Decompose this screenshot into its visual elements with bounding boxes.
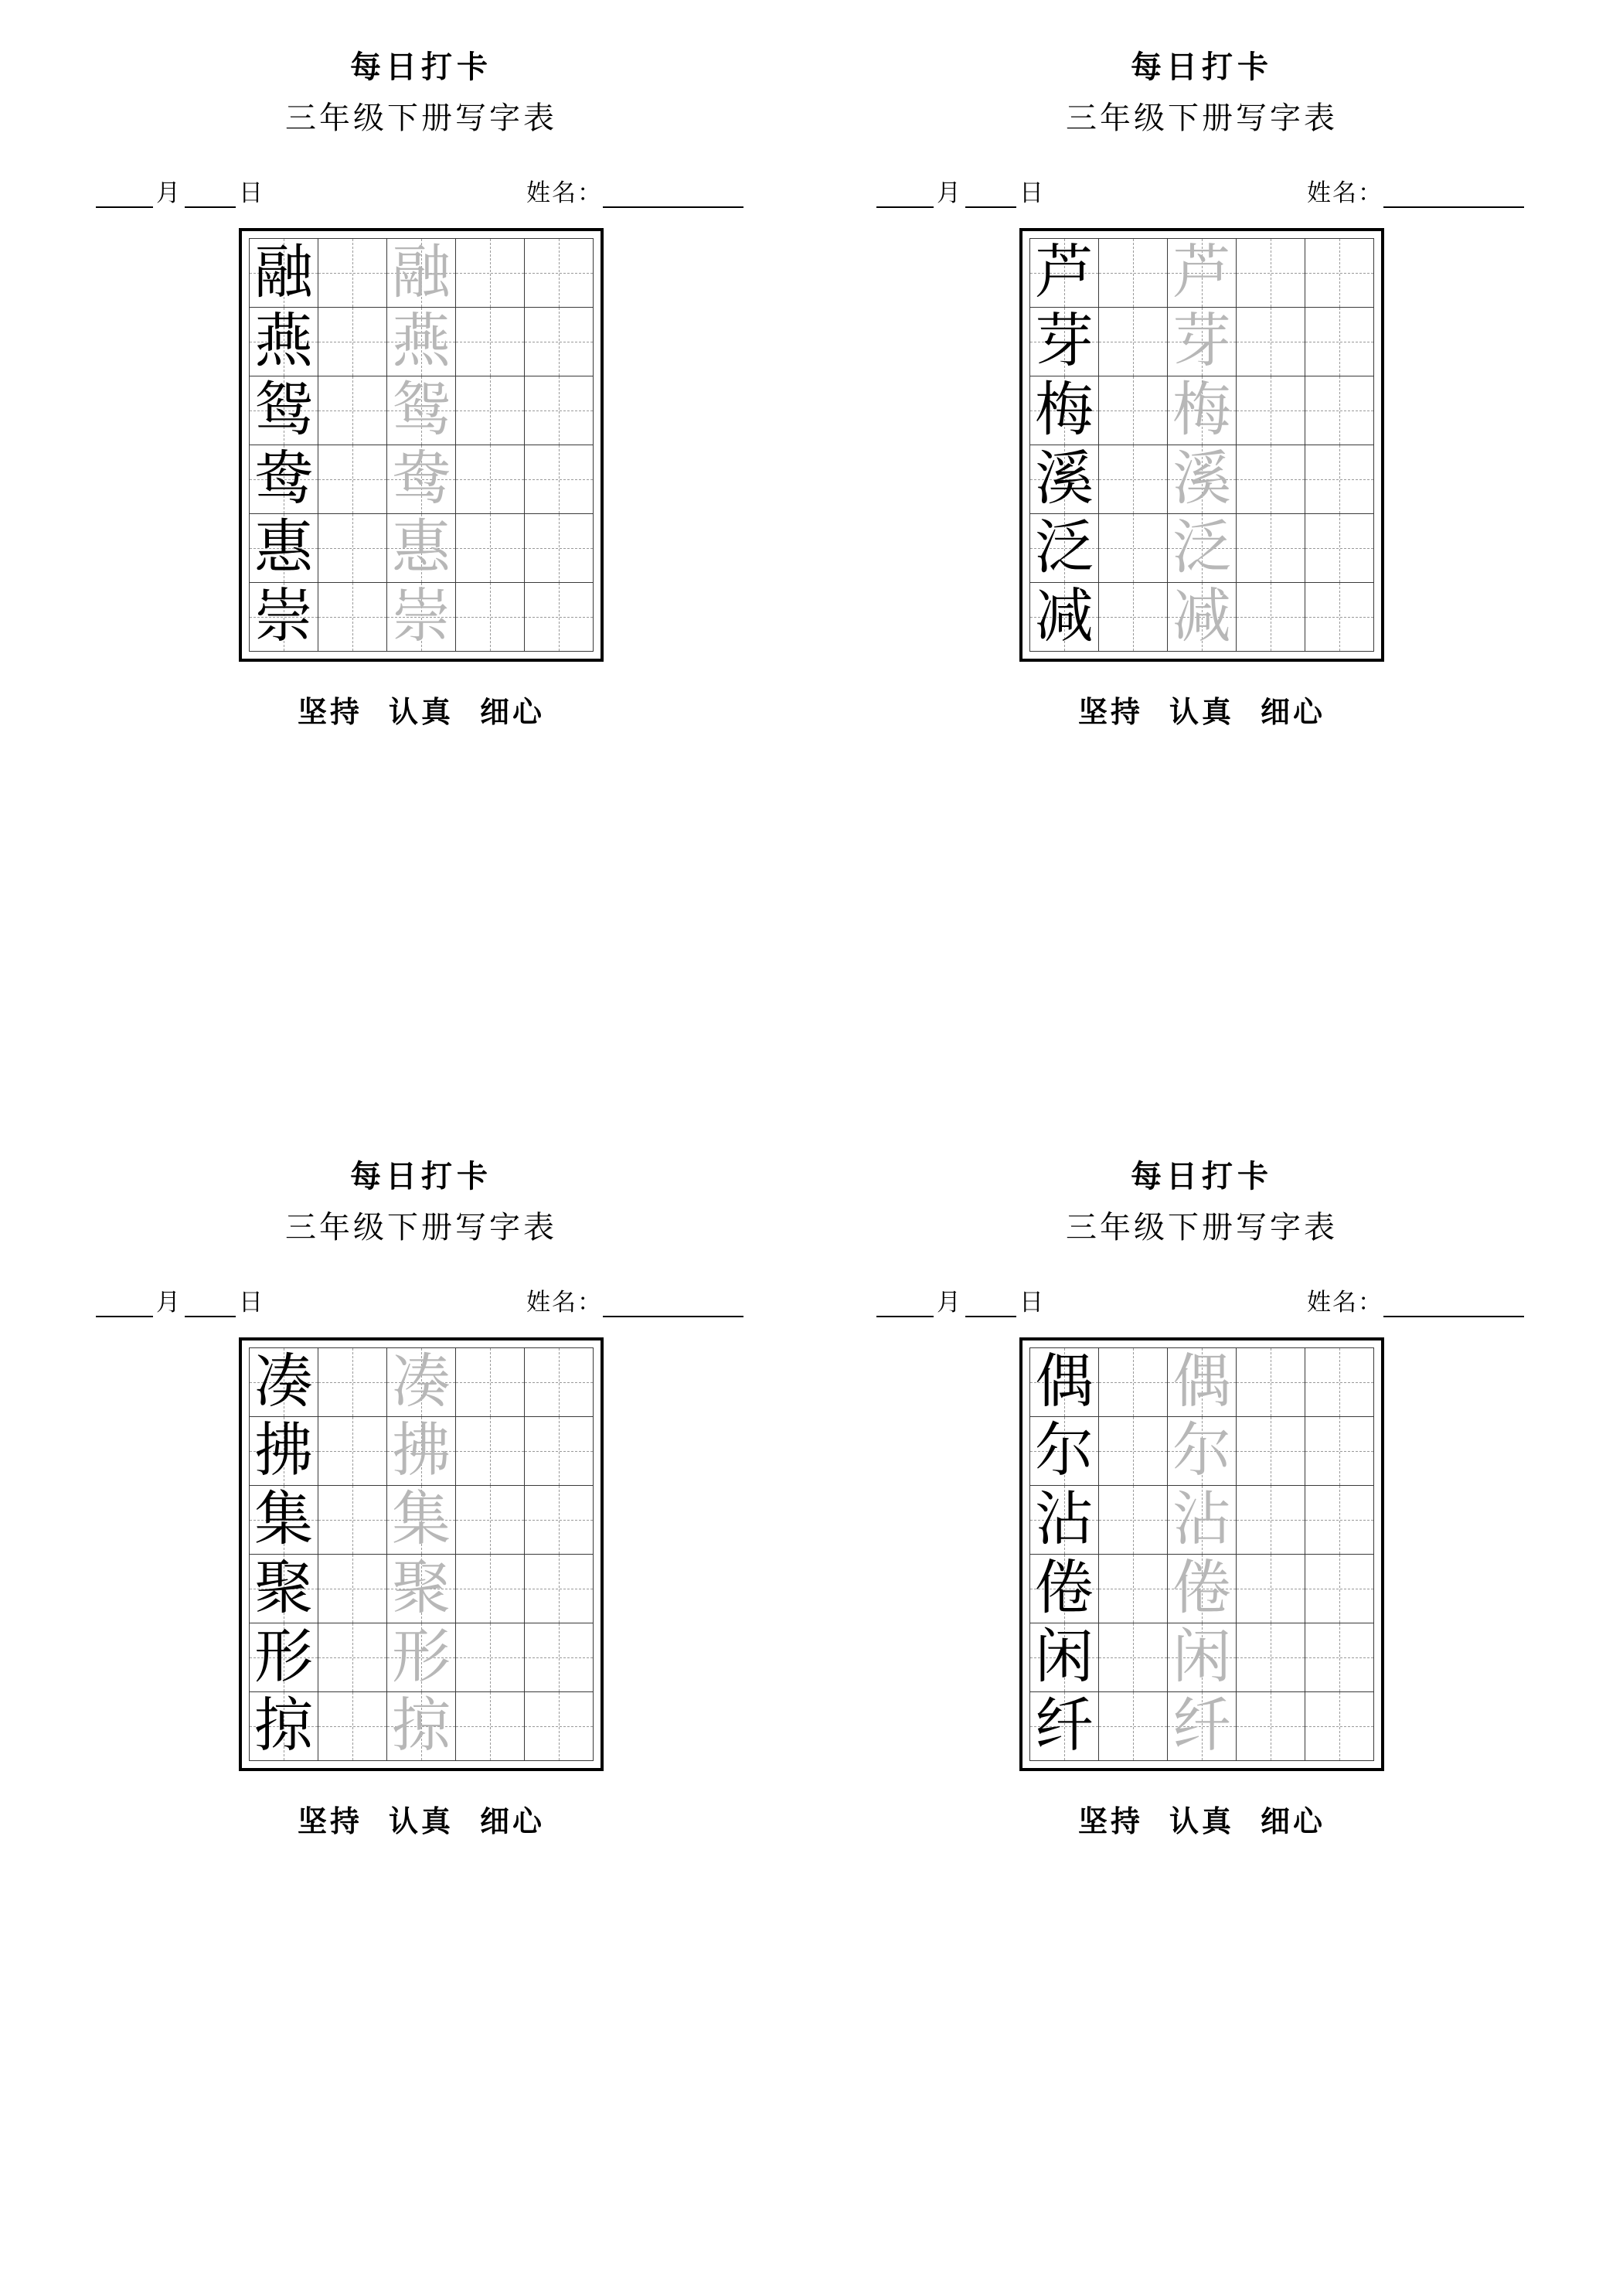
footer-word: 认真 [1169, 697, 1234, 729]
practice-row [1030, 1348, 1374, 1417]
practice-cell[interactable] [1030, 308, 1099, 376]
sheet-title: 每日打卡 [350, 1159, 492, 1194]
practice-cell[interactable] [1030, 514, 1099, 583]
practice-cell[interactable] [1030, 239, 1099, 308]
sheet-footer [298, 1797, 545, 1840]
practice-cell[interactable] [1168, 583, 1237, 652]
date-fields [876, 1283, 1048, 1317]
practice-cell[interactable] [1030, 1348, 1099, 1417]
practice-cell[interactable] [250, 445, 318, 514]
practice-cell[interactable] [1305, 239, 1374, 308]
trace-character: 形 [392, 1625, 451, 1690]
model-character: 芦 [1035, 240, 1094, 305]
meta-row [85, 173, 757, 208]
practice-cell[interactable] [456, 1348, 525, 1417]
practice-cell[interactable] [318, 308, 387, 376]
practice-row [250, 1692, 594, 1761]
practice-row [250, 308, 594, 376]
practice-grid [249, 1347, 594, 1761]
practice-cell[interactable] [1168, 514, 1237, 583]
practice-cell[interactable] [456, 1417, 525, 1486]
practice-sheet [31, 1156, 812, 2265]
practice-cell[interactable] [1030, 376, 1099, 445]
practice-row [1030, 1692, 1374, 1761]
model-character: 崇 [254, 584, 313, 649]
footer-word: 坚持 [1077, 1806, 1143, 1838]
practice-cell[interactable] [318, 239, 387, 308]
model-character: 聚 [254, 1556, 313, 1621]
practice-cell[interactable] [318, 1692, 387, 1761]
sheet-subtitle: 三年级下册写字表 [1066, 1210, 1338, 1245]
practice-cell[interactable] [1030, 1486, 1099, 1555]
practice-grid-frame [1019, 228, 1384, 662]
model-character: 拂 [254, 1419, 313, 1484]
model-character: 尔 [1035, 1419, 1094, 1484]
practice-sheet [812, 1156, 1592, 2265]
practice-cell[interactable] [1237, 376, 1305, 445]
practice-row [250, 1623, 594, 1692]
practice-cell[interactable] [525, 239, 594, 308]
practice-cell[interactable] [250, 1692, 318, 1761]
practice-cell[interactable] [1237, 1348, 1305, 1417]
trace-character: 闲 [1172, 1625, 1231, 1690]
practice-cell[interactable] [456, 308, 525, 376]
practice-cell[interactable] [387, 308, 456, 376]
trace-character: 芽 [1172, 309, 1231, 374]
practice-cell[interactable] [1168, 1486, 1237, 1555]
practice-cell[interactable] [456, 1555, 525, 1623]
practice-cell[interactable] [525, 308, 594, 376]
day-input[interactable] [965, 1296, 1016, 1317]
trace-character: 倦 [1172, 1556, 1231, 1621]
trace-character: 泛 [1172, 516, 1231, 581]
name-input[interactable] [1383, 186, 1524, 208]
month-label: 月 [937, 1289, 962, 1316]
practice-cell[interactable] [387, 1348, 456, 1417]
footer-word: 细心 [480, 697, 546, 729]
practice-cell[interactable] [1030, 1623, 1099, 1692]
practice-row [1030, 583, 1374, 652]
trace-character: 凑 [392, 1350, 451, 1415]
practice-cell[interactable] [456, 376, 525, 445]
trace-character: 尔 [1172, 1419, 1231, 1484]
practice-cell[interactable] [1099, 308, 1168, 376]
practice-cell[interactable] [1099, 1348, 1168, 1417]
practice-row [1030, 1486, 1374, 1555]
practice-row [1030, 1555, 1374, 1623]
practice-grid [1029, 238, 1374, 652]
practice-cell[interactable] [318, 1486, 387, 1555]
practice-cell[interactable] [456, 445, 525, 514]
sheet-title: 每日打卡 [1131, 1159, 1273, 1194]
practice-row [1030, 445, 1374, 514]
practice-cell[interactable] [387, 583, 456, 652]
practice-cell[interactable] [1237, 1417, 1305, 1486]
trace-character: 拂 [392, 1419, 451, 1484]
practice-cell[interactable] [1099, 1623, 1168, 1692]
day-label: 日 [1019, 1289, 1045, 1316]
practice-cell[interactable] [1030, 1692, 1099, 1761]
practice-row [1030, 1417, 1374, 1486]
practice-cell[interactable] [318, 445, 387, 514]
practice-cell[interactable] [1168, 1692, 1237, 1761]
meta-row [85, 1283, 757, 1317]
practice-row [1030, 1623, 1374, 1692]
practice-grid-frame [239, 1337, 604, 1771]
date-fields [96, 173, 267, 208]
month-label: 月 [156, 179, 182, 206]
practice-cell[interactable] [1099, 583, 1168, 652]
sheet-subtitle: 三年级下册写字表 [285, 1210, 557, 1245]
practice-cell[interactable] [1237, 1555, 1305, 1623]
trace-character: 融 [392, 240, 451, 305]
practice-row [250, 376, 594, 445]
practice-cell[interactable] [525, 1623, 594, 1692]
practice-cell[interactable] [525, 1348, 594, 1417]
day-label: 日 [1019, 179, 1045, 206]
sheet-subtitle: 三年级下册写字表 [285, 100, 557, 135]
practice-cell[interactable] [318, 514, 387, 583]
model-character: 燕 [254, 309, 313, 374]
practice-cell[interactable] [1099, 376, 1168, 445]
practice-cell[interactable] [250, 1417, 318, 1486]
practice-grid-frame [239, 228, 604, 662]
date-fields [876, 173, 1048, 208]
practice-row [250, 1486, 594, 1555]
name-input[interactable] [1383, 1296, 1524, 1317]
practice-cell[interactable] [1305, 514, 1374, 583]
practice-cell[interactable] [1305, 583, 1374, 652]
practice-cell[interactable] [387, 1623, 456, 1692]
model-character: 减 [1035, 584, 1094, 649]
model-character: 偶 [1035, 1350, 1094, 1415]
practice-cell[interactable] [525, 1692, 594, 1761]
practice-cell[interactable] [1237, 514, 1305, 583]
name-label: 姓名： [526, 1289, 603, 1316]
practice-cell[interactable] [250, 1486, 318, 1555]
footer-word: 细心 [480, 1806, 546, 1838]
practice-cell[interactable] [1237, 445, 1305, 514]
practice-cell[interactable] [250, 308, 318, 376]
practice-cell[interactable] [1099, 445, 1168, 514]
practice-cell[interactable] [1305, 1348, 1374, 1417]
practice-sheet [812, 46, 1592, 1156]
practice-cell[interactable] [1237, 1486, 1305, 1555]
practice-cell[interactable] [318, 1555, 387, 1623]
name-label: 姓名： [1307, 179, 1383, 206]
practice-grid-frame [1019, 1337, 1384, 1771]
sheet-title: 每日打卡 [1131, 49, 1273, 84]
practice-cell[interactable] [318, 1623, 387, 1692]
practice-cell[interactable] [318, 376, 387, 445]
trace-character: 偶 [1172, 1350, 1231, 1415]
practice-cell[interactable] [456, 583, 525, 652]
practice-cell[interactable] [1305, 376, 1374, 445]
name-label: 姓名： [526, 179, 603, 206]
footer-word: 认真 [388, 1806, 454, 1838]
trace-character: 沾 [1172, 1487, 1231, 1552]
practice-cell[interactable] [1168, 1555, 1237, 1623]
practice-cell[interactable] [387, 376, 456, 445]
day-input[interactable] [185, 186, 236, 208]
model-character: 凑 [254, 1350, 313, 1415]
practice-cell[interactable] [456, 514, 525, 583]
practice-cell[interactable] [525, 514, 594, 583]
day-label: 日 [239, 179, 264, 206]
trace-character: 溪 [1172, 447, 1231, 512]
practice-cell[interactable] [1305, 445, 1374, 514]
trace-character: 惠 [392, 516, 451, 581]
practice-row [1030, 308, 1374, 376]
practice-cell[interactable] [387, 239, 456, 308]
practice-cell[interactable] [1237, 239, 1305, 308]
practice-cell[interactable] [1237, 583, 1305, 652]
practice-cell[interactable] [387, 1486, 456, 1555]
practice-cell[interactable] [250, 239, 318, 308]
practice-cell[interactable] [387, 514, 456, 583]
practice-cell[interactable] [1305, 1692, 1374, 1761]
model-character: 惠 [254, 516, 313, 581]
practice-row [250, 1348, 594, 1417]
practice-cell[interactable] [1030, 583, 1099, 652]
model-character: 梅 [1035, 378, 1094, 443]
trace-character: 燕 [392, 309, 451, 374]
practice-cell[interactable] [318, 1417, 387, 1486]
model-character: 闲 [1035, 1625, 1094, 1690]
footer-word: 细心 [1261, 1806, 1326, 1838]
month-input[interactable] [876, 186, 934, 208]
practice-cell[interactable] [318, 1348, 387, 1417]
sheet-footer [298, 688, 545, 731]
trace-character: 纤 [1172, 1694, 1231, 1759]
trace-character: 芦 [1172, 240, 1231, 305]
practice-cell[interactable] [525, 1486, 594, 1555]
practice-cell[interactable] [525, 376, 594, 445]
day-input[interactable] [965, 186, 1016, 208]
practice-row [250, 514, 594, 583]
trace-character: 崇 [392, 584, 451, 649]
practice-cell[interactable] [456, 239, 525, 308]
practice-cell[interactable] [456, 1692, 525, 1761]
practice-cell[interactable] [525, 1417, 594, 1486]
practice-cell[interactable] [250, 583, 318, 652]
practice-cell[interactable] [1030, 1555, 1099, 1623]
footer-word: 坚持 [1077, 697, 1143, 729]
practice-cell[interactable] [387, 1555, 456, 1623]
name-input[interactable] [603, 1296, 743, 1317]
practice-cell[interactable] [1099, 1692, 1168, 1761]
meta-row [866, 1283, 1538, 1317]
practice-cell[interactable] [1030, 1417, 1099, 1486]
practice-row [250, 1555, 594, 1623]
practice-grid [1029, 1347, 1374, 1761]
footer-word: 认真 [388, 697, 454, 729]
practice-cell[interactable] [1168, 239, 1237, 308]
practice-cell[interactable] [1099, 1417, 1168, 1486]
sheet-footer [1078, 688, 1325, 731]
footer-word: 坚持 [297, 1806, 362, 1838]
trace-character: 集 [392, 1487, 451, 1552]
model-character: 沾 [1035, 1487, 1094, 1552]
practice-cell[interactable] [1168, 1417, 1237, 1486]
model-character: 溪 [1035, 447, 1094, 512]
day-label: 日 [239, 1289, 264, 1316]
model-character: 纤 [1035, 1694, 1094, 1759]
practice-cell[interactable] [1030, 445, 1099, 514]
footer-word: 细心 [1261, 697, 1326, 729]
name-field-group [526, 173, 743, 208]
practice-cell[interactable] [525, 583, 594, 652]
practice-cell[interactable] [525, 1555, 594, 1623]
model-character: 形 [254, 1625, 313, 1690]
practice-cell[interactable] [1099, 1486, 1168, 1555]
model-character: 融 [254, 240, 313, 305]
trace-character: 梅 [1172, 378, 1231, 443]
day-input[interactable] [185, 1296, 236, 1317]
practice-cell[interactable] [1168, 445, 1237, 514]
name-field-group [1307, 173, 1524, 208]
footer-word: 认真 [1169, 1806, 1234, 1838]
practice-cell[interactable] [1099, 239, 1168, 308]
model-character: 鸳 [254, 378, 313, 443]
practice-cell[interactable] [250, 514, 318, 583]
practice-cell[interactable] [387, 1417, 456, 1486]
model-character: 掠 [254, 1694, 313, 1759]
practice-row [1030, 514, 1374, 583]
model-character: 芽 [1035, 309, 1094, 374]
practice-cell[interactable] [1237, 1623, 1305, 1692]
practice-sheet [31, 46, 812, 1156]
sheet-subtitle: 三年级下册写字表 [1066, 100, 1338, 135]
practice-row [250, 445, 594, 514]
practice-cell[interactable] [456, 1623, 525, 1692]
practice-cell[interactable] [1099, 514, 1168, 583]
practice-cell[interactable] [1099, 1555, 1168, 1623]
practice-cell[interactable] [250, 1555, 318, 1623]
trace-character: 鸳 [392, 378, 451, 443]
practice-cell[interactable] [250, 376, 318, 445]
practice-cell[interactable] [387, 445, 456, 514]
name-field-group [1307, 1283, 1524, 1317]
practice-cell[interactable] [525, 445, 594, 514]
trace-character: 减 [1172, 584, 1231, 649]
practice-cell[interactable] [1168, 376, 1237, 445]
practice-cell[interactable] [387, 1692, 456, 1761]
practice-cell[interactable] [1168, 1623, 1237, 1692]
name-input[interactable] [603, 186, 743, 208]
trace-character: 聚 [392, 1556, 451, 1621]
month-input[interactable] [96, 186, 153, 208]
name-label: 姓名： [1307, 1289, 1383, 1316]
practice-row [1030, 239, 1374, 308]
model-character: 倦 [1035, 1556, 1094, 1621]
practice-cell[interactable] [1237, 1692, 1305, 1761]
practice-cell[interactable] [1168, 1348, 1237, 1417]
practice-cell[interactable] [1168, 308, 1237, 376]
practice-cell[interactable] [1305, 1417, 1374, 1486]
trace-character: 鸯 [392, 447, 451, 512]
practice-cell[interactable] [1237, 308, 1305, 376]
month-input[interactable] [876, 1296, 934, 1317]
practice-cell[interactable] [1305, 308, 1374, 376]
sheet-title: 每日打卡 [350, 49, 492, 84]
practice-row [250, 583, 594, 652]
practice-row [250, 239, 594, 308]
practice-cell[interactable] [318, 583, 387, 652]
practice-cell[interactable] [1305, 1486, 1374, 1555]
practice-cell[interactable] [250, 1623, 318, 1692]
date-fields [96, 1283, 267, 1317]
name-field-group [526, 1283, 743, 1317]
practice-cell[interactable] [456, 1486, 525, 1555]
practice-row [1030, 376, 1374, 445]
month-label: 月 [937, 179, 962, 206]
practice-cell[interactable] [1305, 1555, 1374, 1623]
meta-row [866, 173, 1538, 208]
practice-row [250, 1417, 594, 1486]
trace-character: 掠 [392, 1694, 451, 1759]
footer-word: 坚持 [297, 697, 362, 729]
model-character: 集 [254, 1487, 313, 1552]
model-character: 鸯 [254, 447, 313, 512]
month-input[interactable] [96, 1296, 153, 1317]
month-label: 月 [156, 1289, 182, 1316]
practice-cell[interactable] [250, 1348, 318, 1417]
practice-grid [249, 238, 594, 652]
model-character: 泛 [1035, 516, 1094, 581]
sheet-footer [1078, 1797, 1325, 1840]
practice-cell[interactable] [1305, 1623, 1374, 1692]
